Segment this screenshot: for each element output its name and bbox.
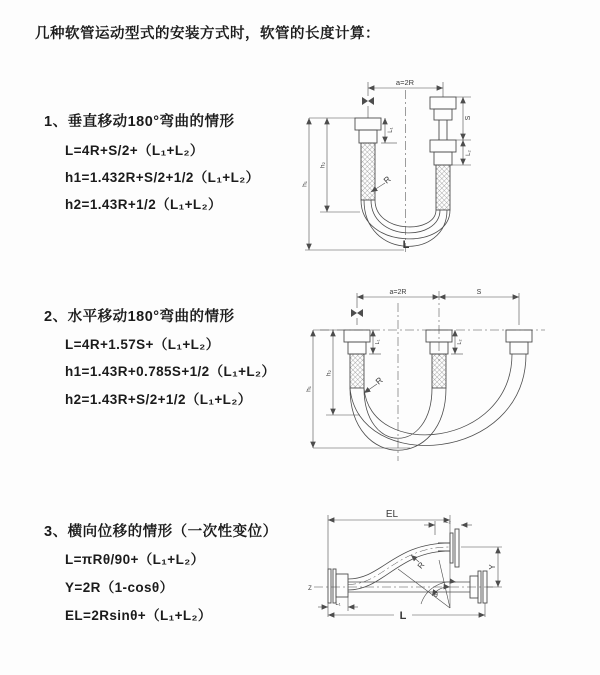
radius-label: R xyxy=(373,374,385,387)
left-flange-fitting xyxy=(328,569,348,603)
hose-s-curve xyxy=(348,543,450,590)
section-2-formula-h2: h2=1.43R+S/2+1/2（L₁+L₂） xyxy=(65,392,252,407)
dimension-l-bottom xyxy=(328,603,485,617)
length-label: L xyxy=(399,610,407,622)
section-2-formula-h1: h1=1.43R+0.785S+1/2（L₁+L₂） xyxy=(65,364,276,379)
radius-label: R xyxy=(381,173,393,186)
braided-hose-middle xyxy=(432,354,446,388)
valve-icon xyxy=(351,309,363,317)
braided-hose-left xyxy=(361,143,375,200)
section-2-formula-L: L=4R+1.57S+（L₁+L₂） xyxy=(65,337,220,352)
dim-label-h1: h₁ xyxy=(301,181,309,187)
section-2-heading: 2、水平移动180°弯曲的情形 xyxy=(44,309,235,325)
section-1-formula-L: L=4R+S/2+（L₁+L₂） xyxy=(65,143,204,158)
radius-leader-arrow xyxy=(364,384,377,393)
theta-label: θ xyxy=(434,592,438,599)
dim-label-s: S xyxy=(465,115,472,121)
length-label: L xyxy=(402,239,410,251)
dim-label-l1: L₁ xyxy=(388,127,394,133)
dim-label-s: S xyxy=(476,289,482,296)
dim-label-l2: L₂ xyxy=(457,339,463,345)
section-3-formula-L: L=πRθ/90+（L₁+L₂） xyxy=(65,552,205,567)
dim-label-h2: h₂ xyxy=(319,161,327,169)
dim-label-h1: h₁ xyxy=(305,386,313,392)
theta-angle-construction xyxy=(398,560,456,608)
dimension-a2r-s xyxy=(357,293,519,325)
braided-hose-right xyxy=(436,165,450,210)
diagram-horizontal-180-bend xyxy=(300,283,590,468)
left-flange-fitting xyxy=(344,330,370,388)
axis-mark-label: Z xyxy=(308,586,312,592)
dim-label-l1: L₁ xyxy=(335,601,341,607)
dim-label-a2r: a=2R xyxy=(395,78,415,87)
radius-label: R xyxy=(415,560,427,571)
diagram-vertical-180-bend xyxy=(300,70,580,265)
right-flange-fitting xyxy=(506,330,532,354)
section-1-formula-h2: h2=1.43R+1/2（L₁+L₂） xyxy=(65,197,222,212)
section-3-formula-EL: EL=2Rsinθ+（L₁+L₂） xyxy=(65,608,212,623)
section-3-formula-Y: Y=2R（1-cosθ） xyxy=(65,580,174,595)
dim-label-l2: L₂ xyxy=(445,519,451,525)
valve-icon xyxy=(362,97,374,105)
section-1-formula-h1: h1=1.432R+S/2+1/2（L₁+L₂） xyxy=(65,170,260,185)
dim-label-h2: h₂ xyxy=(325,369,333,377)
right-flange-fitting-lower xyxy=(430,140,456,210)
left-flange-fitting xyxy=(355,118,381,200)
section-3-heading: 3、横向位移的情形（一次性变位） xyxy=(44,524,278,540)
diagram-lateral-displacement xyxy=(300,503,595,633)
dim-label-el: EL xyxy=(385,509,399,520)
braided-hose-left xyxy=(350,354,364,388)
right-flange-fitting-upper xyxy=(430,97,456,140)
dim-label-l1: L₁ xyxy=(375,339,381,345)
dim-label-a2r: a=2R xyxy=(389,289,407,296)
dim-label-l2: L₂ xyxy=(466,150,472,156)
section-1-heading: 1、垂直移动180°弯曲的情形 xyxy=(44,114,235,130)
page-title: 几种软管运动型式的安装方式时，软管的长度计算： xyxy=(35,26,380,42)
dim-label-y: Y xyxy=(488,564,497,570)
upper-flange-fitting xyxy=(438,529,459,567)
